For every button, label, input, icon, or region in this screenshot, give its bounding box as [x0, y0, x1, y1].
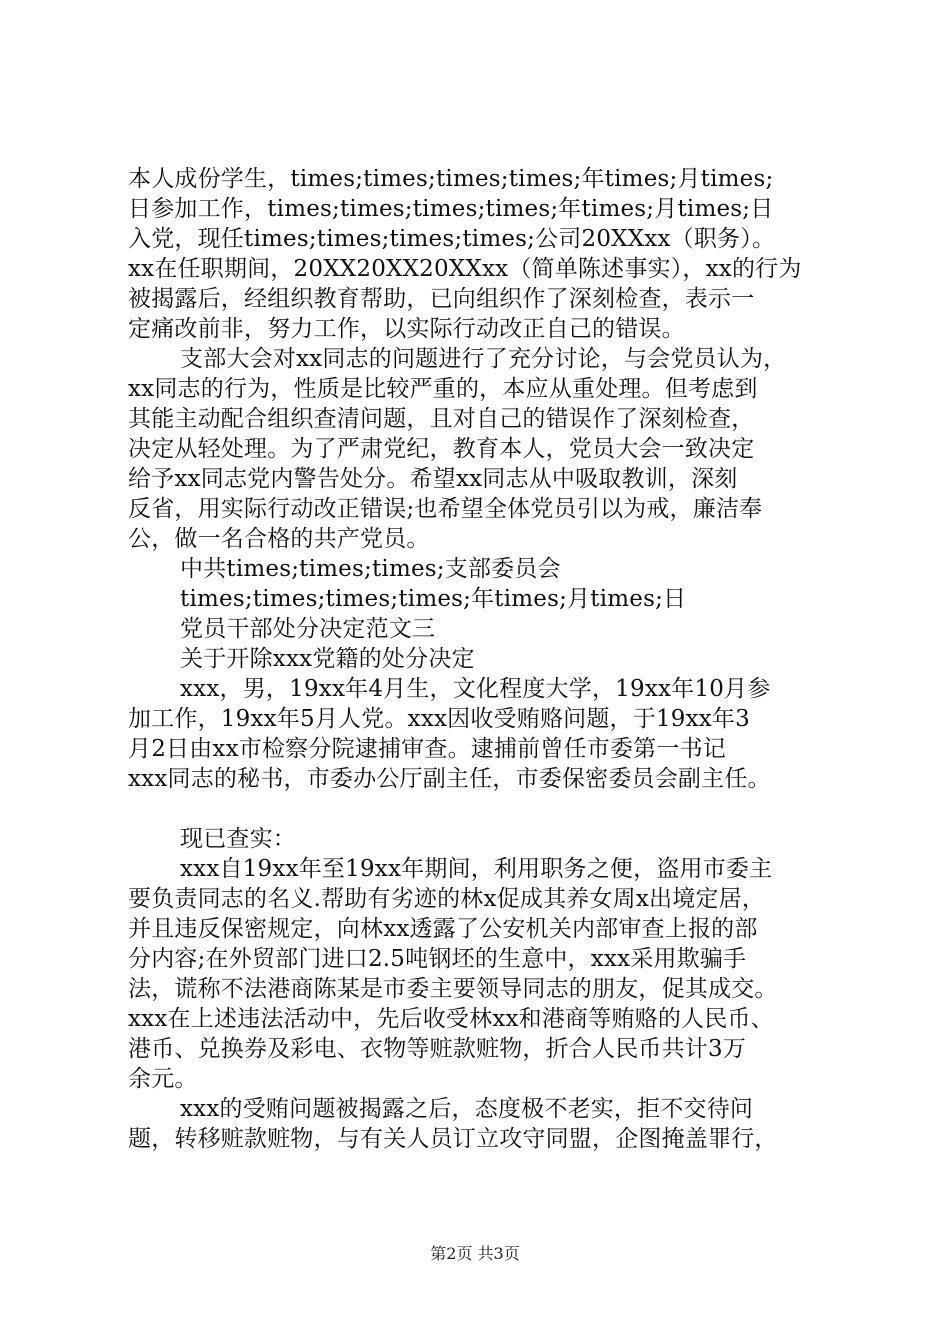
text-line: 中共times;times;times;支部委员会	[180, 556, 561, 582]
text-line: xx同志的行为，性质是比较严重的，本应从重处理。但考虑到	[128, 376, 758, 402]
text-line: 加工作，19xx年5月人党。xxx因收受贿赂问题，于19xx年3	[128, 706, 750, 732]
text-line: 支部大会对xx同志的问题进行了充分讨论，与会党员认为，	[180, 346, 787, 372]
text-line: 党员干部处分决定范文三	[180, 616, 436, 642]
text-line: times;times;times;times;年times;月times;日	[180, 586, 687, 612]
text-line: 并且违反保密规定，向林xx透露了公安机关内部审查上报的部	[128, 916, 758, 942]
text-line: 港币、兑换券及彩电、衣物等赃款赃物，折合人民币共计3万	[128, 1036, 747, 1062]
text-line: xx在任职期间，20XX20XX20XXxx（简单陈述事实），xx的行为	[128, 256, 802, 282]
text-line: 法，谎称不法港商陈某是市委主要领导同志的朋友，促其成交。	[128, 976, 778, 1002]
document-body	[128, 164, 858, 1154]
text-line: xxx在上述违法活动中，先后收受林xx和港商等贿赂的人民币、	[128, 1006, 774, 1032]
text-line: 决定从轻处理。为了严肃党纪，教育本人，党员大会一致决定	[128, 436, 755, 462]
text-line: xxx的受贿问题被揭露之后，态度极不老实，拒不交待问	[180, 1096, 754, 1122]
text-line: 反省，用实际行动改正错误;也希望全体党员引以为戒，廉洁奉	[128, 496, 763, 522]
text-line: 现已查实：	[180, 826, 296, 852]
text-line: 月2日由xx市检察分院逮捕审查。逮捕前曾任市委第一书记	[128, 736, 726, 762]
text-line: 其能主动配合组织查清问题，且对自己的错误作了深刻检查，	[128, 406, 755, 432]
text-line: 要负责同志的名义.帮助有劣迹的林x促成其养女周x出境定居，	[128, 886, 766, 912]
text-line: 被揭露后，经组织教育帮助，已向组织作了深刻检查，表示一	[128, 286, 755, 312]
text-line: 公，做一名合格的共产党员。	[128, 526, 430, 552]
text-line: 关于开除xxx党籍的处分决定	[180, 646, 475, 672]
text-line: 分内容;在外贸部门进口2.5吨钢坯的生意中，xxx采用欺骗手	[128, 946, 747, 972]
text-line: xxx，男，19xx年4月生，文化程度大学，19xx年10月参	[180, 676, 771, 702]
text-line: 入党，现任times;times;times;times;公司20XXxx（职务）。	[128, 226, 776, 252]
text-line: xxx自19xx年至19xx年期间，利用职务之便，盗用市委主	[180, 856, 773, 882]
page-footer: 第2页 共3页	[430, 1244, 520, 1263]
text-line: 给予xx同志党内警告处分。希望xx同志从中吸取教训，深刻	[128, 466, 738, 492]
text-line: xxx同志的秘书，市委办公厅副主任，市委保密委员会副主任。	[128, 766, 771, 792]
text-line: 题，转移赃款赃物，与有关人员订立攻守同盟，企图掩盖罪行，	[128, 1126, 778, 1152]
text-line: 余元。	[128, 1066, 198, 1092]
text-line: 本人成份学生，times;times;times;times;年times;月times;	[128, 166, 774, 192]
blank-line	[128, 794, 858, 824]
text-line: 日参加工作，times;times;times;times;年times;月times;日	[128, 196, 774, 222]
text-line: 定痛改前非，努力工作，以实际行动改正自己的错误。	[128, 316, 685, 342]
